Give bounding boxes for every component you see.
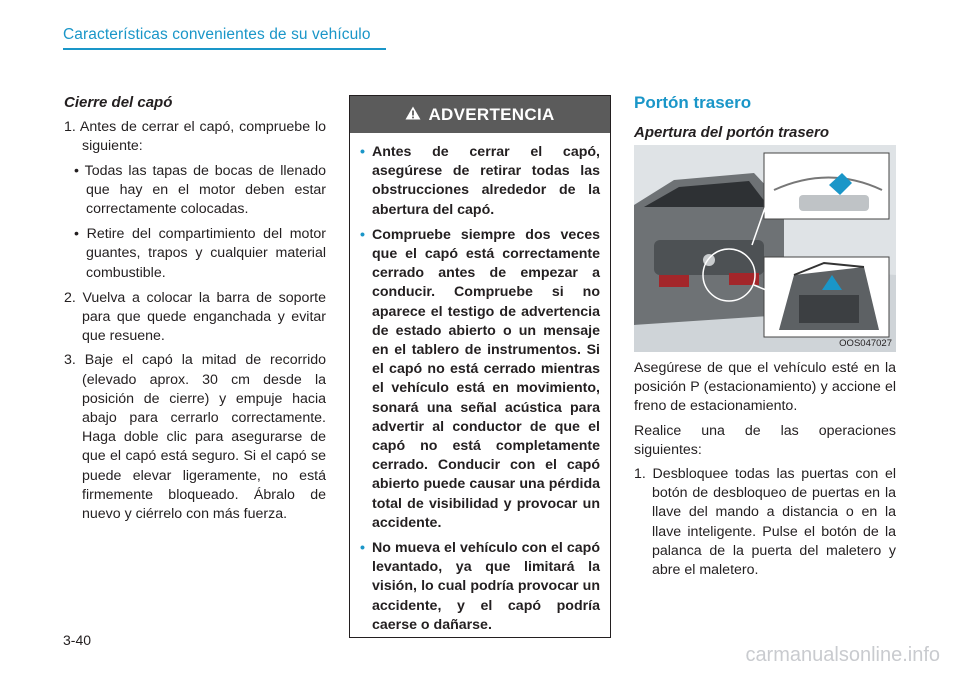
tailgate-opening-heading: Apertura del portón trasero [634,124,830,142]
warning-title: ADVERTENCIA [428,104,555,124]
warning-item-text: Compruebe siempre dos veces que el capó está correctamente cerrado antes de empezar a conducir. Compruebe si no aparece el testigo de advertencia de estado abierto o un mensaje en el tablero de instrumentos. Si el capó no está cerrado mientras el vehículo está en movimiento, sonará una señal acústica para advertir al conductor de que el capó no está completamente cerrado. Conducir con el capó abierto puede causar una pérdida total de visibilidad y provocar un accidente. [372,226,600,531]
bullet-dot-icon: • [360,144,365,160]
paragraph-1: Asegúrese de que el vehículo esté en la posición P (estacionamiento) y accione el freno de estacionamiento. [634,360,896,415]
warning-title-bar [350,96,610,133]
watermark: carmanualsonline.info [745,644,940,666]
tailgate-column [634,93,896,148]
bullet-2: • Retire del compartimiento del motor guantes, trapos y cualquier material combustible. [74,226,326,281]
tailgate-step-1: 1. Desbloquee todas las puertas con el botón de desbloqueo de puertas en la llave del mando a distancia o en la llave inteligente. Pulse el botón de la palanca de la puerta del maletero y abre el maletero. [634,466,896,579]
hood-closing-column [64,93,326,529]
warning-item [360,143,600,220]
section-header-title: Características convenientes de su vehículo [63,26,371,43]
warning-item [360,226,600,533]
warning-list [350,133,610,635]
header-rule [63,48,386,50]
tailgate-text [634,359,896,585]
tailgate-section-heading: Portón trasero [634,93,752,112]
warning-box [349,95,611,638]
hood-closing-heading: Cierre del capó [64,94,173,111]
warning-item [360,539,600,635]
warning-item-text: Antes de cerrar el capó, asegúrese de retirar todas las obstrucciones alrededor de la abertura del capó. [372,144,600,218]
page-number: 3-40 [63,632,92,648]
warning-item-text: No mueva el vehículo con el capó levantado, ya que limitará la visión, lo cual podría provocar un accidente, y el capó podría caerse o dañarse. [372,540,600,633]
warning-triangle-icon [405,105,421,125]
step-1: 1. Antes de cerrar el capó, compruebe lo siguiente: [64,119,326,155]
car-rear-illustration [634,145,896,352]
step-3: 3. Baje el capó la mitad de recorrido (elevado aprox. 30 cm desde la posición de cierre) y empuje hacia abajo para cerrarlo correctamente. Haga doble clic para asegurarse de que el capó está seguro. Si el capó se puede elevar ligeramente, no está firmemente bloqueado. Ábralo de nuevo y ciérrelo con más fuerza. [64,352,326,523]
bullet-dot-icon: • [360,540,365,557]
step-2: 2. Vuelva a colocar la barra de soporte para que quede enganchada y evitar que resuene. [64,289,326,345]
bullet-dot-icon: • [360,226,365,243]
tailgate-illustration [634,145,896,352]
paragraph-2: Realice una de las operaciones siguientes: [634,422,896,458]
bullet-1: • Todas las tapas de bocas de llenado que hay en el motor deben estar correctamente colocadas. [74,162,326,218]
figure-caption: OOS047027 [839,338,892,349]
